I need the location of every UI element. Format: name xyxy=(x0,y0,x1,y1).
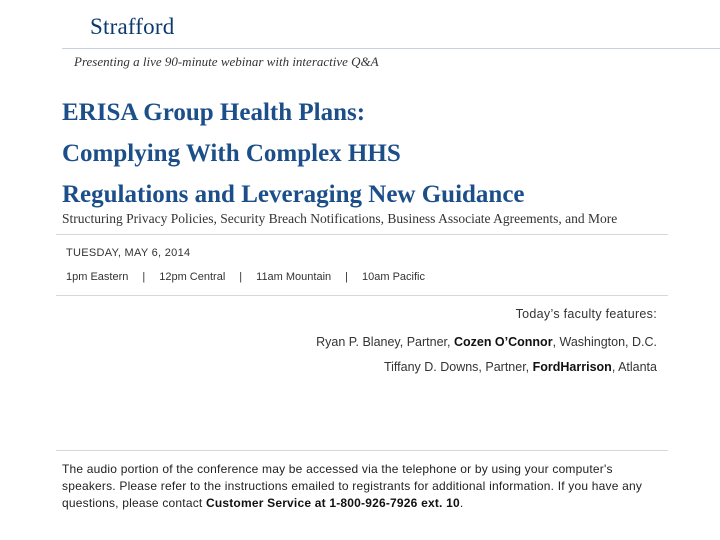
audio-notice-end: . xyxy=(459,496,464,510)
faculty-name-title: Tiffany D. Downs, Partner, xyxy=(383,360,533,374)
faculty-label: Today’s faculty features: xyxy=(515,307,657,321)
divider-bottom xyxy=(56,450,668,451)
time-mountain: 11am Mountain xyxy=(256,271,332,283)
time-central: 12pm Central xyxy=(159,271,226,283)
faculty-name-title: Ryan P. Blaney, Partner, xyxy=(316,335,454,349)
event-date: TUESDAY, MAY 6, 2014 xyxy=(66,247,191,259)
time-separator: | xyxy=(239,271,243,283)
time-pacific: 10am Pacific xyxy=(362,271,425,283)
title-line-1: ERISA Group Health Plans: xyxy=(62,99,366,126)
divider-top xyxy=(56,234,668,235)
faculty-firm: FordHarrison xyxy=(532,360,612,374)
time-eastern: 1pm Eastern xyxy=(66,271,129,283)
event-times xyxy=(66,271,425,283)
customer-service-contact: Customer Service at 1-800-926-7926 ext. 10 xyxy=(205,496,460,510)
title-line-3: Regulations and Leveraging New Guidance xyxy=(62,181,525,208)
audio-notice-text: The audio portion of the conference may be accessed via the telephone or by using your computer's speakers. Please refer to the instructions emailed to registrants for additional information. If you have any questions, please contact xyxy=(62,462,643,510)
divider-middle xyxy=(56,295,668,296)
faculty-member xyxy=(384,360,657,374)
tagline: Presenting a live 90-minute webinar with interactive Q&A xyxy=(74,54,379,69)
faculty-firm: Cozen O’Connor xyxy=(453,335,553,349)
webinar-subtitle: Structuring Privacy Policies, Security Breach Notifications, Business Associate Agreements, and More xyxy=(62,211,618,226)
header-divider xyxy=(62,48,720,49)
audio-notice xyxy=(62,461,662,512)
faculty-location: , Washington, D.C. xyxy=(552,335,657,349)
time-separator: | xyxy=(345,271,349,283)
strafford-logo: Strafford xyxy=(90,14,175,39)
time-separator: | xyxy=(142,271,146,283)
title-line-2: Complying With Complex HHS xyxy=(62,140,401,167)
faculty-member xyxy=(316,335,657,349)
webinar-title xyxy=(62,92,712,215)
faculty-location: , Atlanta xyxy=(611,360,657,374)
